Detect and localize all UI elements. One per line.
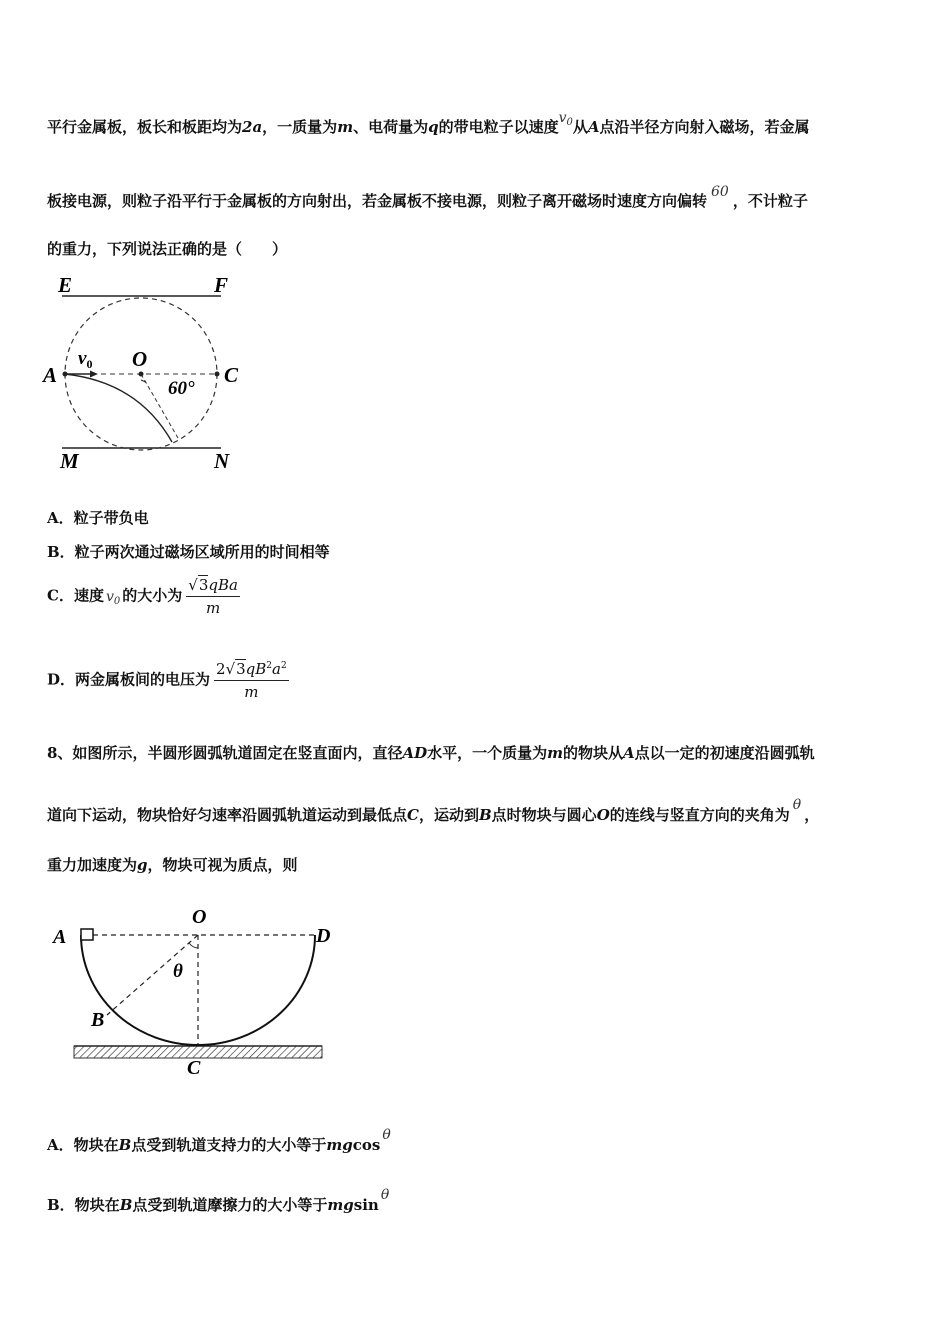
q8-l2-C: C — [407, 806, 419, 824]
label-A: A — [53, 926, 67, 948]
q8-optb-theta: θ — [380, 1187, 390, 1203]
sqrt-radicand: 3 — [236, 660, 246, 678]
label-C: C — [187, 1057, 201, 1079]
exponent-a: 2 — [280, 661, 287, 671]
point-A — [63, 372, 68, 377]
label-C: C — [224, 363, 239, 387]
q7-l2-text: 板接电源，则粒子沿平行于金属板的方向射出，若金属板不接电源，则粒子离开磁场时速度方向偏转 — [47, 192, 708, 210]
q7-option-b: B．粒子两次通过磁场区域所用的时间相等 — [47, 543, 330, 561]
q7-l2-60: 60 — [711, 184, 729, 200]
q8-option-b — [47, 1187, 390, 1215]
q7-optc-text: 的大小为 — [122, 586, 183, 605]
label-N: N — [214, 449, 230, 473]
q7-l1-v0 — [559, 110, 573, 126]
label-v0 — [78, 348, 92, 371]
q8-optb-text: B．物块在 — [47, 1196, 120, 1214]
q8-opta-mg: mg — [326, 1136, 353, 1154]
point-O — [139, 372, 144, 377]
q8-l3-text: ，物块可视为质点，则 — [147, 856, 298, 874]
q8-l1-text: 8、如图所示，半圆形圆弧轨道固定在竖直面内，直径 — [47, 744, 403, 762]
q8-l2-text: ， — [804, 806, 820, 824]
numerator-rest: qBa — [208, 576, 238, 594]
q7-l1-m: m — [337, 118, 354, 136]
q7-optd-fraction — [214, 660, 289, 701]
q8-l1-text: 水平，一个质量为 — [427, 744, 548, 762]
label-A: A — [43, 363, 58, 387]
q8-l2-O: O — [596, 806, 610, 824]
label-v0-symbol: v — [78, 348, 87, 369]
exponent-B: 2 — [266, 661, 273, 671]
radius-OB — [107, 935, 198, 1015]
q8-line-3 — [47, 854, 298, 875]
label-E: E — [58, 273, 73, 297]
fraction-numerator — [214, 660, 289, 681]
coef-2: 2 — [216, 660, 226, 678]
q7-l1-text: 的带电粒子以速度 — [438, 118, 559, 136]
q8-l1-text: 点以一定的初速度沿圆弧轨 — [634, 744, 815, 762]
label-O: O — [192, 906, 207, 928]
q7-l1-text: 点沿半径方向射入磁场，若金属 — [599, 118, 810, 136]
q8-l3-text: 重力加速度为 — [47, 856, 138, 874]
figure-semicircle-track — [48, 898, 358, 1083]
block-at-A — [81, 929, 93, 940]
q7-l1-text: ，一质量为 — [262, 118, 338, 136]
q7-optc-v0 — [106, 589, 120, 605]
q8-l1-text: 的物块从 — [563, 744, 624, 762]
q8-l2-text: 的连线与竖直方向的夹角为 — [609, 806, 790, 824]
q7-l1-A: A — [587, 118, 600, 136]
label-F: F — [214, 273, 229, 297]
q8-l1-AD: AD — [402, 744, 428, 762]
v0-subscript: 0 — [113, 595, 121, 607]
sqrt-radicand: 3 — [198, 576, 209, 594]
q7-line-3: 的重力，下列说法正确的是（ ） — [47, 240, 288, 258]
q8-opta-cos: cos — [352, 1136, 381, 1154]
q7-optc-fraction — [186, 576, 240, 617]
point-C — [215, 372, 220, 377]
q8-l2-text: 点时物块与圆心 — [491, 806, 597, 824]
q8-l2-text: 道向下运动，物块恰好匀速率沿圆弧轨道运动到最低点 — [47, 806, 408, 824]
q8-optb-text: 点受到轨道摩擦力的大小等于 — [132, 1196, 328, 1214]
q8-optb-sin: sin — [353, 1196, 379, 1214]
v0-subscript: 0 — [566, 117, 573, 128]
q7-l1-text: 平行金属板，板长和板距均为 — [47, 118, 243, 136]
label-theta: θ — [173, 961, 183, 982]
q8-l2-theta: θ — [792, 797, 802, 813]
q8-l1-A: A — [623, 744, 635, 762]
velocity-arrowhead — [90, 371, 98, 378]
q7-option-c — [47, 576, 240, 617]
q7-option-d — [47, 660, 289, 701]
v0-symbol: v — [558, 110, 567, 126]
q8-optb-mg: mg — [327, 1196, 354, 1214]
q8-l2-text: ，运动到 — [418, 806, 479, 824]
v0-symbol: v — [105, 588, 114, 605]
numerator-qB: qB — [245, 660, 267, 678]
q8-opta-text: A．物块在 — [47, 1136, 119, 1154]
label-angle-60: 60° — [168, 378, 195, 399]
figure-magnetic-field — [40, 270, 255, 475]
q8-option-a — [47, 1127, 391, 1155]
q8-l3-g: g — [137, 856, 148, 874]
numerator-a: a — [272, 660, 281, 678]
q7-line-1 — [47, 110, 810, 138]
label-B: B — [91, 1009, 105, 1031]
sqrt-sign: √ — [225, 660, 236, 678]
q7-option-a: A．粒子带负电 — [47, 509, 149, 527]
q7-optc-text: C．速度 — [47, 586, 104, 605]
sqrt-sign: √ — [188, 576, 198, 594]
q8-optb-B: B — [119, 1196, 133, 1214]
q8-line-2 — [47, 797, 820, 825]
q8-l2-B: B — [478, 806, 492, 824]
label-M: M — [60, 449, 79, 473]
q8-opta-theta: θ — [382, 1127, 391, 1143]
q8-opta-text: 点受到轨道支持力的大小等于 — [131, 1136, 327, 1154]
fraction-numerator — [186, 576, 240, 597]
q7-l1-text: 从 — [572, 118, 588, 136]
q7-l1-2a: 2a — [242, 118, 263, 136]
q7-l1-q: q — [428, 118, 439, 136]
q7-l2-text: ，不计粒子 — [732, 192, 808, 210]
q7-l1-text: 、电荷量为 — [353, 118, 429, 136]
label-D: D — [316, 925, 331, 947]
q7-line-2 — [47, 184, 808, 211]
trajectory — [65, 374, 172, 442]
fraction-denominator: m — [205, 599, 221, 617]
q8-line-1 — [47, 742, 815, 763]
label-O: O — [132, 347, 148, 371]
fraction-denominator: m — [244, 683, 259, 701]
label-v0-sub: 0 — [86, 357, 93, 371]
theta-arc — [189, 943, 198, 948]
q8-l1-m: m — [547, 744, 563, 762]
q8-opta-B: B — [118, 1136, 132, 1154]
q7-optd-text: D．两金属板间的电压为 — [47, 670, 211, 689]
